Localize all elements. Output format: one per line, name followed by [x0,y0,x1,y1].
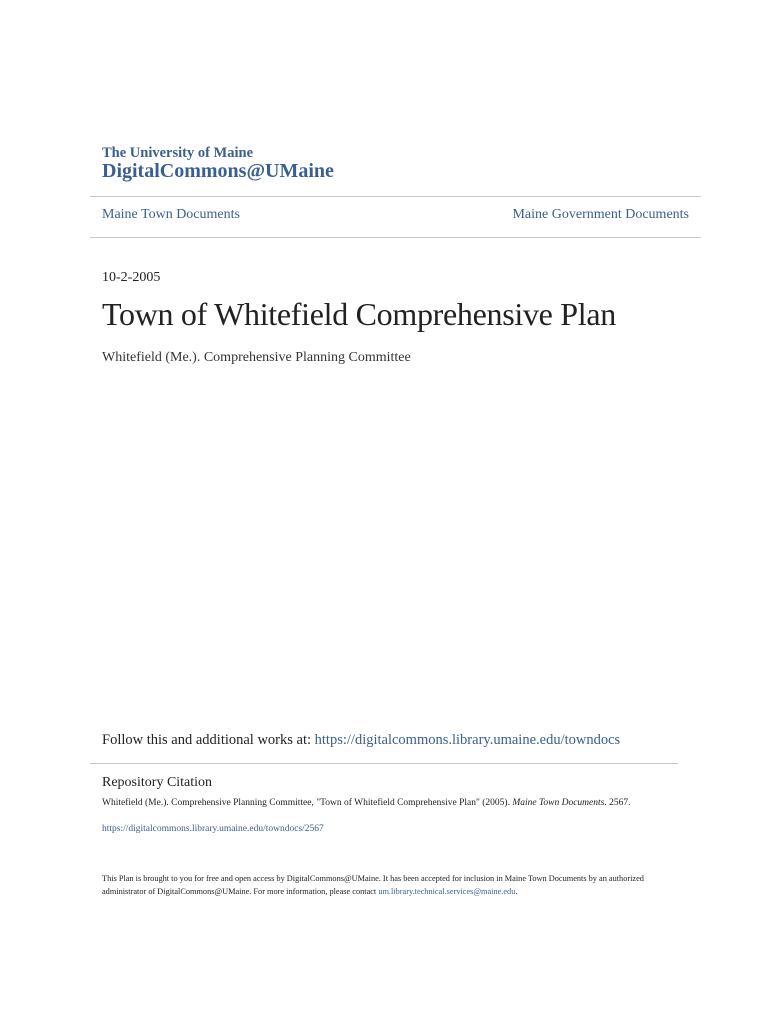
publication-date: 10-2-2005 [102,270,161,285]
access-notice-text: This Plan is brought to you for free and open access by DigitalCommons@UMaine. It has been accepted for inclusion in Maine Town Documents by an authorized administrator of DigitalCommons@UMaine. For more information, please contact [102,874,644,896]
citation-url-link[interactable]: https://digitalcommons.library.umaine.edu/towndocs/2567 [102,824,324,834]
citation-text-pre: Whitefield (Me.). Comprehensive Planning Committee, "Town of Whitefield Comprehensive Plan" (2005). [102,798,513,808]
access-notice-end: . [515,887,518,896]
maine-government-documents-link[interactable]: Maine Government Documents [512,207,689,222]
follow-label: Follow this and additional works at: [102,732,315,748]
follow-line [102,732,620,749]
citation-text [102,797,672,811]
document-title: Town of Whitefield Comprehensive Plan [102,296,616,332]
citation-text-post: . 2567. [604,798,631,808]
document-author: Whitefield (Me.). Comprehensive Planning Committee [102,350,411,365]
citation-divider [90,763,678,764]
maine-town-documents-link[interactable]: Maine Town Documents [102,207,240,222]
nav-bottom-divider [90,237,701,238]
towndocs-link[interactable]: https://digitalcommons.library.umaine.edu/towndocs [314,732,621,748]
institution-name: The University of Maine [102,145,254,161]
repository-name[interactable]: DigitalCommons@UMaine [102,160,334,182]
access-notice [102,872,672,898]
contact-email-link[interactable]: um.library.technical.services@maine.edu [378,887,516,896]
citation-series: Maine Town Documents [512,798,605,808]
citation-heading: Repository Citation [102,775,213,790]
nav-top-divider [90,196,701,197]
